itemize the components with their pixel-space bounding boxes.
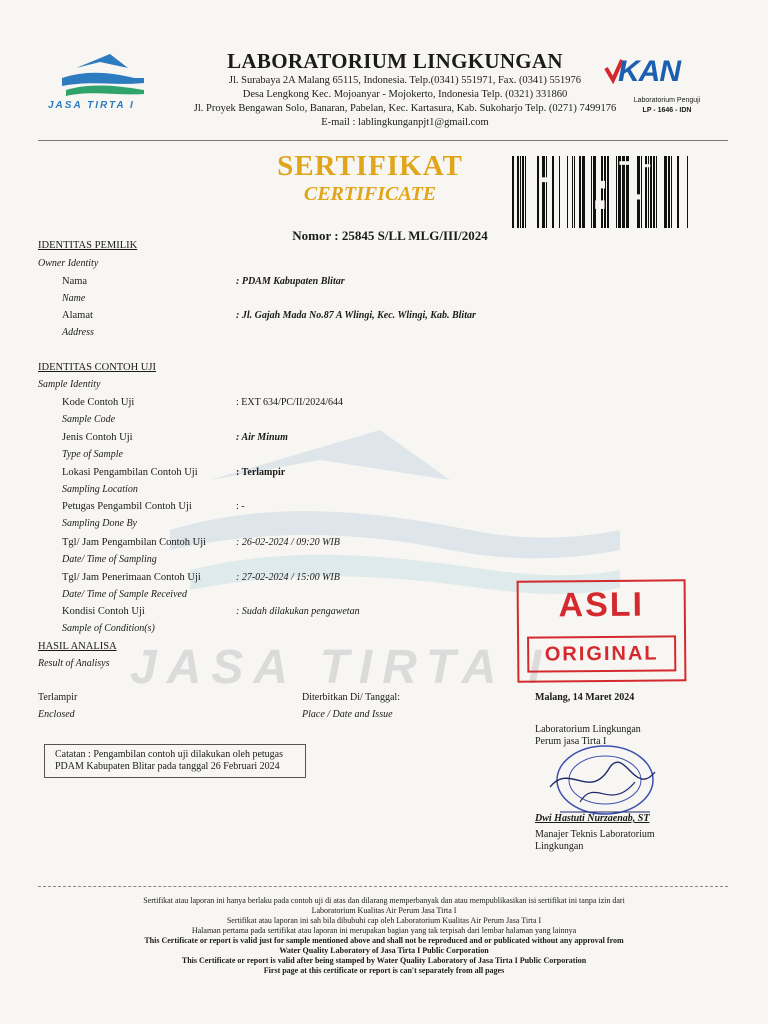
footer-line-4: Halaman pertama pada sertifikat atau laporan ini merupakan bagian yang tak terpisah dari lembar halaman yang lainnya — [191, 926, 577, 935]
sampling-officer-value: : - — [236, 501, 245, 512]
barcode-bar — [552, 156, 554, 228]
sample-condition-value: : Sudah dilakukan pengawetan — [236, 606, 360, 617]
footer-bold-line-1: This Certificate or report is valid just for sample mentioned above and shall not be reproduced and or publicated without any approval from — [144, 936, 624, 945]
barcode-bar — [653, 156, 655, 228]
header-divider — [38, 140, 728, 141]
issue-place-date: Malang, 14 Maret 2024 — [535, 692, 635, 703]
seal-stamp — [540, 742, 670, 822]
address-line-1: Jl. Surabaya 2A Malang 65115, Indonesia. Telp.(0341) 551971, Fax. (0341) 551976 — [228, 75, 582, 86]
note-line-1: Catatan : Pengambilan contoh uji dilakukan oleh petugas — [55, 749, 284, 760]
barcode-bar — [601, 156, 603, 228]
barcode-bar — [622, 156, 625, 228]
watermark-text: JASA TIRTA I — [130, 641, 552, 694]
jasa-tirta-logo — [58, 50, 148, 98]
result-heading-en: Result of Analisys — [38, 658, 110, 669]
barcode-bar — [512, 156, 514, 228]
received-datetime-label-en: Date/ Time of Sample Received — [62, 589, 187, 600]
signatory-title-1: Manajer Teknis Laboratorium — [535, 829, 655, 840]
footer-line-2: Laboratorium Kualitas Air Perum Jasa Tirta I — [311, 906, 457, 915]
barcode-gap — [595, 200, 604, 209]
barcode-bar — [671, 156, 672, 228]
barcode-bar — [522, 156, 524, 228]
sample-heading-en: Sample Identity — [38, 379, 101, 390]
barcode-bar — [579, 156, 581, 228]
stamp-original-text: ORIGINAL — [527, 635, 676, 672]
barcode-bar — [546, 156, 547, 228]
footer-divider — [38, 886, 728, 887]
barcode-bar — [604, 156, 606, 228]
barcode-bar — [537, 156, 539, 228]
kan-logo: KAN — [618, 55, 680, 88]
footer-bold-line-2: Water Quality Laboratory of Jasa Tirta I Public Corporation — [279, 946, 489, 955]
received-datetime-label: Tgl/ Jam Penerimaan Contoh Uji — [62, 572, 201, 583]
issue-place-label-en: Place / Date and Issue — [302, 709, 393, 720]
barcode-bar — [525, 156, 526, 228]
barcode-bar — [574, 156, 575, 228]
barcode-bar — [517, 156, 519, 228]
barcode-bar — [572, 156, 573, 228]
barcode-bar — [616, 156, 617, 228]
sample-heading: IDENTITAS CONTOH UJI — [38, 362, 156, 373]
sample-type-label: Jenis Contoh Uji — [62, 432, 133, 443]
barcode-bar — [542, 156, 545, 228]
kan-line-2: LP - 1646 - IDN — [642, 107, 692, 114]
barcode-bar — [668, 156, 670, 228]
certificate-title-en: CERTIFICATE — [303, 183, 437, 205]
barcode-bar — [559, 156, 560, 228]
barcode-bar — [591, 156, 592, 228]
barcode-bar — [626, 156, 629, 228]
owner-heading-en: Owner Identity — [38, 258, 99, 269]
barcode-bar — [567, 156, 568, 228]
signatory-org-1: Laboratorium Lingkungan — [535, 724, 641, 735]
barcode-bar — [656, 156, 657, 228]
barcode-gap — [599, 181, 605, 189]
barcode-bar — [687, 156, 688, 228]
barcode-bar — [520, 156, 521, 228]
sampling-location-value: : Terlampir — [236, 467, 286, 478]
certificate-number: Nomor : 25845 S/LL MLG/III/2024 — [292, 228, 488, 243]
owner-name-value: : PDAM Kabupaten Blitar — [236, 276, 345, 287]
signatory-org-2: Perum jasa Tirta I — [535, 736, 607, 747]
barcode-bar — [677, 156, 679, 228]
barcode-bar — [593, 156, 596, 228]
original-stamp — [517, 579, 687, 682]
note-line-2: PDAM Kabupaten Blitar pada tanggal 26 Februari 2024 — [55, 761, 280, 772]
sample-type-value: : Air Minum — [236, 432, 288, 443]
result-heading: HASIL ANALISA — [38, 641, 117, 652]
sample-condition-label: Kondisi Contoh Uji — [62, 606, 145, 617]
sampling-officer-label: Petugas Pengambil Contoh Uji — [62, 501, 192, 512]
signatory-title-2: Lingkungan — [535, 841, 584, 852]
sampling-location-label-en: Sampling Location — [62, 484, 138, 495]
issue-place-label: Diterbitkan Di/ Tanggal: — [302, 692, 400, 703]
barcode-gap — [632, 194, 641, 199]
barcode-bar — [618, 156, 621, 228]
barcode-bar — [582, 156, 585, 228]
sampling-datetime-value: : 26-02-2024 / 09:20 WIB — [236, 537, 340, 548]
address-line-2: Desa Lengkong Kec. Mojoanyar - Mojokerto, Indonesia Telp. (0321) 331860 — [242, 89, 568, 100]
footer-bold-line-4: First page at this certificate or report is can't separately from all pages — [263, 966, 505, 975]
barcode-bar — [664, 156, 667, 228]
sampling-datetime-label: Tgl/ Jam Pengambilan Contoh Uji — [62, 537, 207, 548]
sample-type-label-en: Type of Sample — [62, 449, 123, 460]
stamp-asli-text: ASLI — [558, 585, 645, 625]
barcode — [512, 156, 690, 228]
owner-address-label-en: Address — [62, 327, 94, 338]
sampling-location-label: Lokasi Pengambilan Contoh Uji — [62, 467, 198, 478]
certificate-title: SERTIFIKAT — [277, 150, 463, 182]
footer-bold-line-3: This Certificate or report is valid after being stamped by Water Quality Laboratory of Jasa Tirta I Public Corporation — [181, 956, 587, 965]
sampling-officer-label-en: Sampling Done By — [62, 518, 137, 529]
barcode-bar — [641, 156, 642, 228]
sample-code-label: Kode Contoh Uji — [62, 397, 135, 408]
received-datetime-value: : 27-02-2024 / 15:00 WIB — [236, 572, 340, 583]
lab-name: LABORATORIUM LINGKUNGAN — [227, 49, 563, 73]
sample-condition-label-en: Sample of Condition(s) — [62, 623, 155, 634]
enclosed-label: Terlampir — [38, 692, 78, 703]
footer-line-3: Sertifikat atau laporan ini sah bila dibubuhi cap oleh Laboratorium Kualitas Air Perum Jasa Tirta I — [226, 916, 542, 925]
address-line-3: Jl. Proyek Bengawan Solo, Banaran, Pabelan, Kec. Kartasura, Kab. Sukoharjo Telp. (0271) 7499176 — [193, 103, 617, 114]
enclosed-label-en: Enclosed — [38, 709, 75, 720]
owner-address-label: Alamat — [62, 310, 93, 321]
owner-address-value: : Jl. Gajah Mada No.87 A Wlingi, Kec. Wlingi, Kab. Blitar — [236, 310, 476, 321]
barcode-bar — [637, 156, 640, 228]
sample-code-value: : EXT 634/PC/II/2024/644 — [236, 397, 344, 408]
owner-heading: IDENTITAS PEMILIK — [38, 240, 138, 251]
barcode-gap — [643, 164, 651, 167]
barcode-bar — [607, 156, 609, 228]
sampling-datetime-label-en: Date/ Time of Sampling — [62, 554, 157, 565]
signatory-name: Dwi Hastuti Nurzaenab, ST — [535, 813, 650, 824]
footer-line-1: Sertifikat atau laporan ini hanya berlaku pada contoh uji di atas dan dilarang memperbanyak dan atau mempublikasikan isi sertifikat ini tanpa izin dari — [143, 896, 625, 905]
sample-code-label-en: Sample Code — [62, 414, 116, 425]
owner-name-label: Nama — [62, 276, 88, 287]
barcode-gap — [541, 177, 549, 182]
owner-name-label-en: Name — [62, 293, 86, 304]
jasa-tirta-logo-text: JASA TIRTA I — [48, 100, 135, 111]
note-box — [44, 744, 306, 778]
kan-line-1: Laboratorium Penguji — [633, 97, 701, 104]
email-line: E-mail : lablingkunganpjt1@gmail.com — [321, 117, 489, 128]
barcode-gap — [619, 161, 629, 165]
